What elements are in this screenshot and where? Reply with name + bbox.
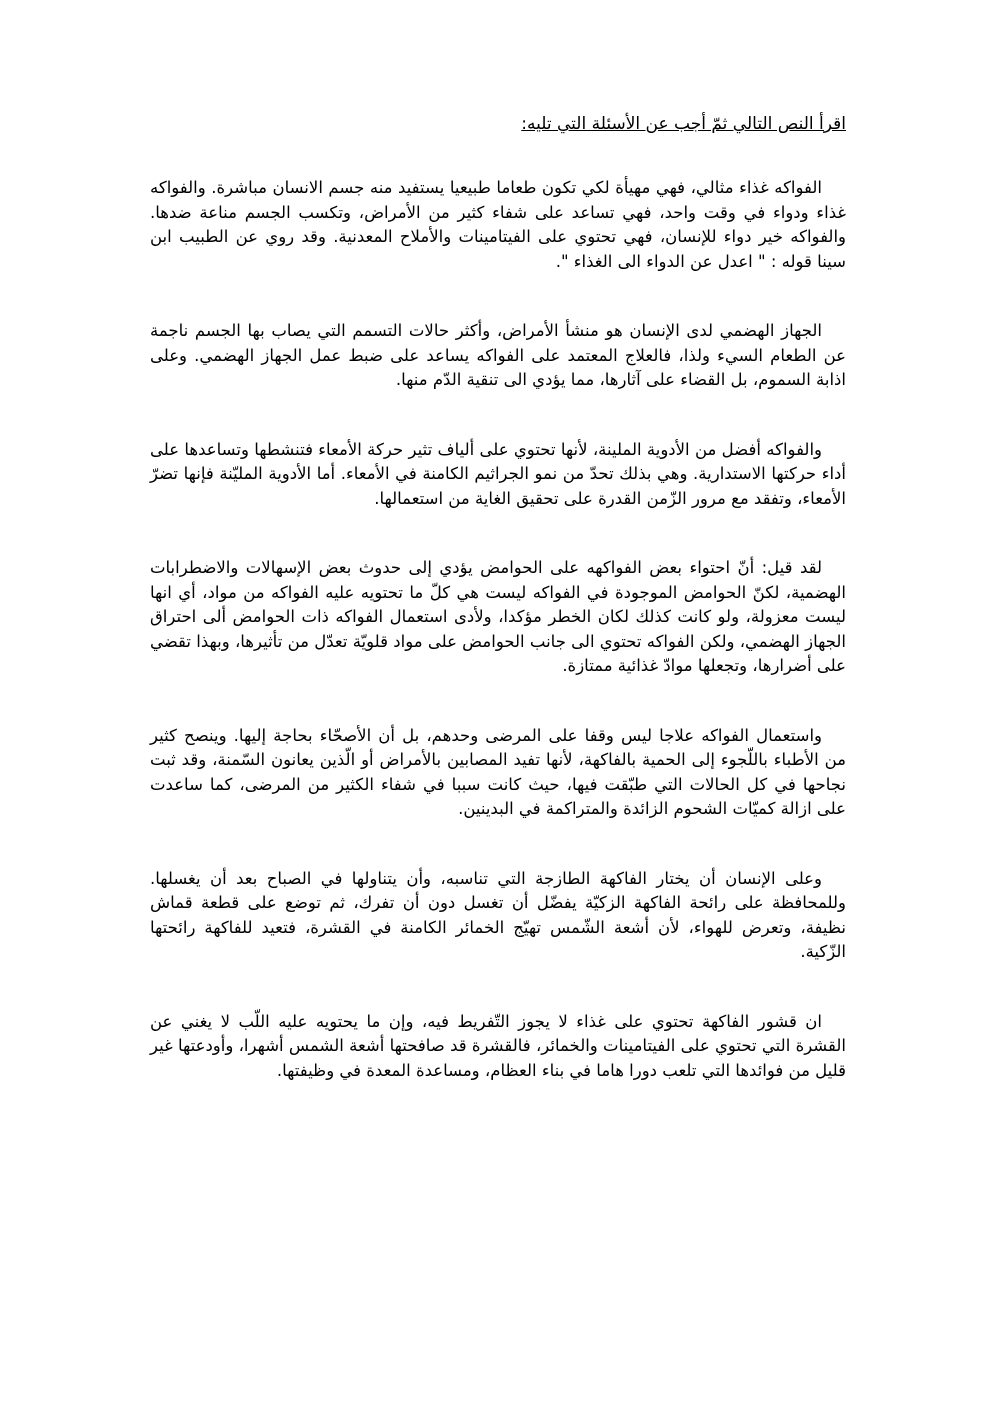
paragraph-2: الجهاز الهضمي لدى الإنسان هو منشأ الأمراض، وأكثر حالات التسمم التي يصاب بها الجسم ناجمة عن الطعام السيء ولذا، فالعلاج المعتمد على الفواكه يساعد على ضبط عمل الجهاز الهضمي. وعلى اذابة السموم، بل القضاء على آثارها، مما يؤدي الى تنقية الدّم منها. (150, 321, 846, 389)
paragraph-5: واستعمال الفواكه علاجا ليس وقفا على المرضى وحدهم، بل أن الأصحّاء بحاجة إليها. وينصح كثير من الأطباء باللّجوء إلى الحمية بالفاكهة، لأنها تفيد المصابين بالأمراض أو الّذين يعانون السّمنة، وقد ثبت نجاحها في كل الحالات التي طبّقت فيها، حيث كانت سببا في شفاء الكثير من المرضى، كما ساعدت على ازالة كميّات الشحوم الزائدة والمتراكمة في البدينين. (150, 725, 846, 818)
paragraph-1: الفواكه غذاء مثالي، فهي مهيأة لكي تكون طعاما طبيعيا يستفيد منه جسم الانسان مباشرة. والفواكه غذاء ودواء في وقت واحد، فهي تساعد على شفاء كثير من الأمراض، وتكسب الجسم مناعة ضدها. والفواكه خير دواء للإنسان، فهي تحتوي على الفيتامينات والأملاح المعدنية. وقد روي عن الطبيب ابن سينا قوله : " اعدل عن الدواء الى الغذاء ". (150, 178, 846, 271)
paragraph-7: ان قشور الفاكهة تحتوي على غذاء لا يجوز التّفريط فيه، وإن ما يحتويه عليه اللّب لا يغني عن القشرة التي تحتوي على الفيتامينات والخمائر، فالقشرة قد صافحتها أشعة الشمس أشهرا، وأودعتها غير قليل من فوائدها التي تلعب دورا هاما في بناء العظام، ومساعدة المعدة في وظيفتها. (150, 1011, 846, 1080)
instruction-heading: اقرأ النص التالي ثمّ أجب عن الأسئلة التي تليه: (521, 114, 846, 134)
document-page (150, 112, 846, 1128)
paragraph-4: لقد قيل: أنّ احتواء بعض الفواكهه على الحوامض يؤدي إلى حدوث بعض الإسهالات والاضطرابات الهضمية، لكنّ الحوامض الموجودة في الفواكه ليست هي كلّ ما تحتويه عليه الفواكه من مواد، أي انها ليست معزولة، ولو كانت كذلك لكان الخطر مؤكدا، ولأدى استعمال الفواكه ذات الحوامض ألى احتراق الجهاز الهضمي، ولكن الفواكه تحتوي الى جانب الحوامض على مواد قلويّة تعدّل من تأثيرها، وبهذا تقضي على أضرارها، وتجعلها موادّ غذائية ممتازة. (150, 558, 846, 675)
paragraph-6: وعلى الإنسان أن يختار الفاكهة الطازجة التي تناسبه، وأن يتناولها في الصباح بعد أن يغسلها. وللمحافظة على رائحة الفاكهة الزكيّة يفضّل أن تغسل دون أن تفرك، ثم توضع على قطعة قماش نظيفة، وتعرض للهواء، لأن أشعة الشّمس تهيّج الخمائر الكامنة في القشرة، فتعيد للفاكهة رائحتها الزّكية. (150, 868, 846, 961)
paragraph-3: والفواكه أفضل من الأدوية الملينة، لأنها تحتوي على ألياف تثير حركة الأمعاء فتنشطها وتساعدها على أداء حركتها الاستدارية. وهي بذلك تحدّ من نمو الجراثيم الكامنة في الأمعاء. أما الأدوية المليّنة فإنها تضرّ الأمعاء، وتفقد مع مرور الزّمن القدرة على تحقيق الغاية من استعمالها. (150, 439, 846, 508)
